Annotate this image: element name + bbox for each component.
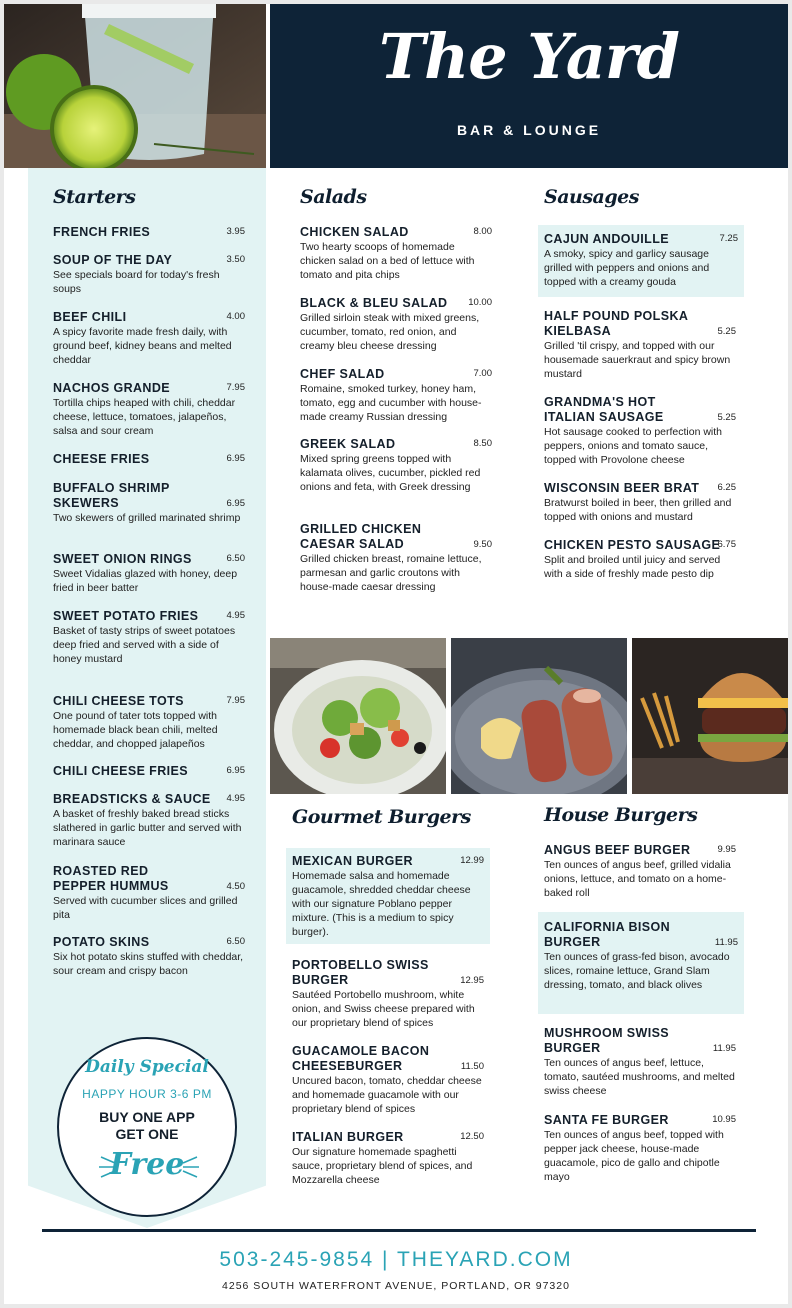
item-description: Grilled chicken breast, romaine lettuce, parmesan and garlic croutons with house-made caesar dressing (300, 553, 482, 593)
menu-item-highlighted (538, 225, 744, 297)
item-description: Hot sausage cooked to perfection with peppers, onions and tomato sauce, topped with Provolone cheese (544, 426, 723, 466)
gourmet-burgers-title: Gourmet Burgers (292, 806, 471, 828)
menu-item (544, 481, 736, 524)
sausages-title: Sausages (544, 186, 639, 208)
item-name: WISCONSIN BEER BRAT (544, 481, 700, 495)
item-description: Sautéed Portobello mushroom, white onion, and Swiss cheese prepared with our proprietary blend of spices (292, 989, 475, 1029)
item-price: 7.95 (226, 382, 245, 393)
item-price: 11.95 (712, 1043, 736, 1054)
item-price: 8.50 (473, 438, 492, 449)
menu-item (53, 481, 245, 525)
item-description: Grilled 'til crispy, and topped with our housemade sauerkraut and spicy brown mustard (544, 340, 731, 380)
item-description: Tortilla chips heaped with chili, cheddar cheese, lettuce, tomatoes, jalapeños, salsa and sour cream (53, 397, 236, 437)
item-description: Sweet Vidalias glazed with honey, deep fried in beer batter (53, 568, 238, 594)
salads-title: Salads (300, 186, 367, 208)
item-price: 6.95 (226, 765, 245, 776)
item-description: Basket of tasty strips of sweet potatoes deep fried and served with a side of honey mustard (53, 625, 236, 665)
salad-photo (270, 638, 446, 794)
item-name: GREEK SALAD (300, 437, 396, 451)
footer-contact: 503-245-9854 | THEYARD.COM (219, 1248, 573, 1271)
item-description: Split and broiled until juicy and served with a side of freshly made pesto dip (544, 554, 721, 580)
item-price: 9.50 (473, 539, 492, 550)
item-name: BUFFALO SHRIMP SKEWERS (53, 481, 170, 510)
menu-item (300, 225, 492, 282)
menu-item (300, 522, 492, 594)
item-name: MEXICAN BURGER (292, 854, 413, 868)
item-name: POTATO SKINS (53, 935, 150, 949)
item-description: Our signature homemade spaghetti sauce, proprietary blend of spices, and Mozzarella cheese (292, 1146, 473, 1186)
item-name: CHILI CHEESE TOTS (53, 694, 184, 708)
item-description: A smoky, spicy and garlicy sausage grilled with peppers and onions and topped with a creamy gouda (544, 248, 710, 288)
item-name: SWEET ONION RINGS (53, 552, 192, 566)
menu-item (53, 225, 245, 240)
menu-item (53, 552, 245, 595)
brand-header (270, 4, 788, 168)
item-price: 3.95 (226, 226, 245, 237)
item-name: PORTOBELLO SWISS BURGER (292, 958, 429, 987)
menu-item (53, 694, 245, 751)
item-name: CHILI CHEESE FRIES (53, 764, 188, 778)
menu-item (53, 792, 245, 849)
menu-item (53, 452, 245, 467)
item-price: 3.50 (226, 254, 245, 265)
item-name: CHEF SALAD (300, 367, 385, 381)
menu-item (292, 1130, 484, 1187)
item-price: 8.00 (473, 226, 492, 237)
item-price: 4.95 (226, 610, 245, 621)
item-name: BLACK & BLEU SALAD (300, 296, 448, 310)
item-price: 10.00 (468, 297, 492, 308)
item-price: 12.99 (460, 855, 484, 866)
special-line-2: GET ONE (115, 1126, 179, 1142)
margarita-photo (4, 4, 266, 168)
menu-item (53, 864, 245, 922)
item-price: 6.95 (226, 498, 245, 509)
sparkle-icon (99, 1149, 199, 1185)
item-price: 6.25 (717, 482, 736, 493)
menu-item (53, 253, 245, 296)
burger-photo (632, 638, 788, 794)
item-price: 7.00 (473, 368, 492, 379)
brand-title: The Yard (379, 20, 679, 93)
item-description: One pound of tater tots topped with homemade black bean chili, melted cheddar, and chopped jalapeños (53, 710, 218, 750)
menu-item (544, 1113, 736, 1184)
item-price: 6.50 (226, 936, 245, 947)
item-price: 12.50 (460, 1131, 484, 1142)
menu-item (53, 609, 245, 666)
menu-item (53, 935, 245, 978)
menu-item (544, 309, 736, 381)
item-price: 10.95 (712, 1114, 736, 1125)
item-price: 9.95 (717, 844, 736, 855)
menu-item (292, 958, 484, 1030)
menu-item (300, 367, 492, 424)
item-name: GUACAMOLE BACON CHEESEBURGER (292, 1044, 430, 1073)
item-name: FRENCH FRIES (53, 225, 151, 239)
sausage-photo (451, 638, 627, 794)
item-description: Homemade salsa and homemade guacamole, shredded cheddar cheese with our signature Poblano pepper mixture. (This is a medium to spicy burger). (292, 870, 471, 938)
item-price: 4.50 (226, 881, 245, 892)
menu-item (300, 437, 492, 494)
item-description: Two hearty scoops of homemade chicken salad on a bed of lettuce with tomato and pita chips (300, 241, 475, 281)
item-price: 11.95 (714, 937, 738, 948)
item-description: Ten ounces of grass-fed bison, avocado slices, romaine lettuce, Grand Slam dressing, tomato, and black olives (544, 951, 730, 991)
menu-item (544, 538, 736, 581)
item-description: Served with cucumber slices and grilled pita (53, 895, 238, 921)
starters-title: Starters (53, 186, 136, 208)
special-happy-hour: HAPPY HOUR 3-6 PM (82, 1087, 212, 1101)
item-name: ANGUS BEEF BURGER (544, 843, 691, 857)
item-name: CHICKEN SALAD (300, 225, 409, 239)
item-name: MUSHROOM SWISS BURGER (544, 1026, 670, 1055)
menu-item (544, 395, 736, 467)
footer-divider (42, 1229, 756, 1232)
item-name: CAJUN ANDOUILLE (544, 232, 669, 246)
item-name: GRILLED CHICKEN CAESAR SALAD (300, 522, 422, 551)
item-description: Romaine, smoked turkey, honey ham, tomato, egg and cucumber with house-made creamy Russian dressing (300, 383, 482, 423)
item-price: 7.95 (226, 695, 245, 706)
item-price: 4.00 (226, 311, 245, 322)
item-name: GRANDMA'S HOT ITALIAN SAUSAGE (544, 395, 664, 424)
house-burgers-title: House Burgers (544, 804, 698, 826)
menu-item (53, 310, 245, 367)
item-name: CALIFORNIA BISON BURGER (544, 920, 671, 949)
item-name: NACHOS GRANDE (53, 381, 171, 395)
item-description: Bratwurst boiled in beer, then grilled and topped with onions and mustard (544, 497, 732, 523)
menu-item (53, 764, 245, 779)
item-price: 11.50 (460, 1061, 484, 1072)
daily-special-badge (57, 1037, 237, 1217)
menu-item (544, 1026, 736, 1098)
item-description: Grilled sirloin steak with mixed greens, cucumber, tomato, red onion, and creamy bleu cheese dressing (300, 312, 480, 352)
item-price: 4.95 (226, 793, 245, 804)
menu-item (292, 1044, 484, 1116)
item-name: CHICKEN PESTO SAUSAGE (544, 538, 721, 552)
menu-item-highlighted (538, 912, 744, 1014)
item-name: BEEF CHILI (53, 310, 127, 324)
item-description: A basket of freshly baked bread sticks slathered in garlic butter and served with marinara sauce (53, 808, 242, 848)
item-name: BREADSTICKS & SAUCE (53, 792, 211, 806)
item-description: Six hot potato skins stuffed with cheddar, sour cream and crispy bacon (53, 951, 244, 977)
item-description: See specials board for today's fresh soups (53, 269, 220, 295)
menu-item (53, 381, 245, 438)
menu-item (300, 296, 492, 353)
item-price: 6.95 (226, 453, 245, 464)
item-description: Ten ounces of angus beef, lettuce, tomato, sautéed mushrooms, and melted swiss cheese (544, 1057, 735, 1097)
item-price: 5.25 (717, 412, 736, 423)
special-line-1: BUY ONE APP (99, 1109, 195, 1125)
item-price: 12.95 (460, 975, 484, 986)
item-name: HALF POUND POLSKA KIELBASA (544, 309, 688, 338)
item-description: Uncured bacon, tomato, cheddar cheese and homemade guacamole with our proprietary blend of spices (292, 1075, 482, 1115)
item-price: 6.75 (717, 539, 736, 550)
item-price: 6.50 (226, 553, 245, 564)
item-price: 7.25 (719, 233, 738, 244)
menu-item-highlighted (286, 848, 490, 944)
item-name: SWEET POTATO FRIES (53, 609, 199, 623)
footer-address: 4256 SOUTH WATERFRONT AVENUE, PORTLAND, OR 97320 (222, 1280, 570, 1292)
item-description: Ten ounces of angus beef, topped with pepper jack cheese, house-made guacamole, pico de gallo and chipotle mayo (544, 1129, 724, 1183)
item-description: A spicy favorite made fresh daily, with ground beef, kidney beans and melted cheddar (53, 326, 232, 366)
item-description: Two skewers of grilled marinated shrimp (53, 512, 241, 524)
menu-page (4, 4, 788, 1304)
special-title: Daily Special (85, 1057, 209, 1077)
item-name: SOUP OF THE DAY (53, 253, 173, 267)
item-name: ROASTED RED PEPPER HUMMUS (53, 864, 169, 893)
item-description: Mixed spring greens topped with kalamata olives, cucumber, pickled red onions and feta, with Greek dressing (300, 453, 481, 493)
brand-tagline: BAR & LOUNGE (456, 122, 602, 138)
item-price: 5.25 (717, 326, 736, 337)
item-name: SANTA FE BURGER (544, 1113, 669, 1127)
menu-item (544, 843, 736, 900)
item-name: CHEESE FRIES (53, 452, 150, 466)
item-name: ITALIAN BURGER (292, 1130, 404, 1144)
special-free: Free (109, 1147, 185, 1182)
item-description: Ten ounces of angus beef, grilled vidalia onions, lettuce, and tomato on a home-baked roll (544, 859, 731, 899)
